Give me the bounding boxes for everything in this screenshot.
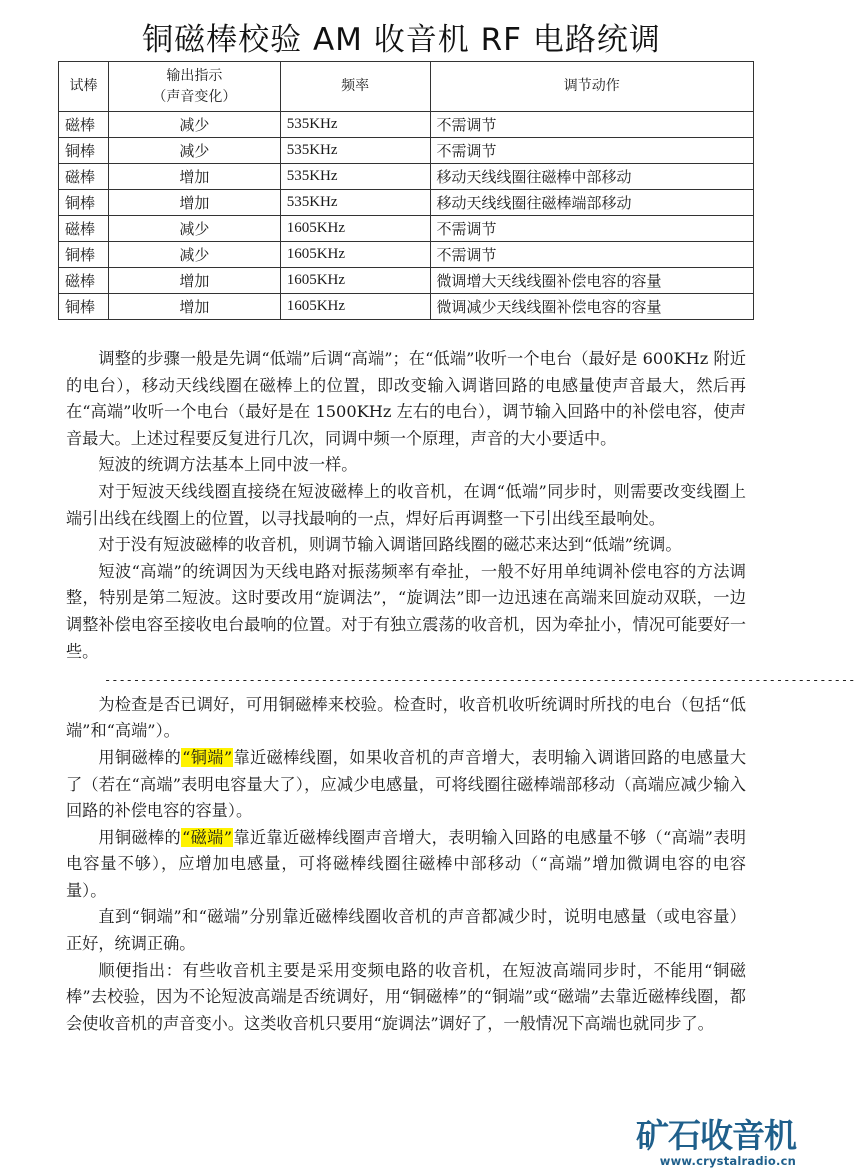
cell-rod: 铜棒 [59,242,109,268]
paragraph-7-post: 靠近磁棒线圈，如果收音机的声音增大，表明输入调谐回路的电感量大了（若在“高端”表明电容量大了），应减少电感量，可将线圈往磁棒端部移动（高端应减少输入回路的补偿电容的容量）。 [66,747,747,821]
body-text [66,346,855,1037]
cell-output: 增加 [108,294,280,320]
cell-rod: 铜棒 [59,294,109,320]
paragraph-10: 顺便指出：有些收音机主要是采用变频电路的收音机，在短波高端同步时，不能用“铜磁棒”去校验，因为不论短波高端是否统调好，用“铜磁棒”的“铜端”或“磁端”去靠近磁棒线圈，都会使收音机的声音变小。这类收音机只要用“旋调法”调好了，一般情况下高端也就同步了。 [66,960,746,1033]
cell-output: 减少 [108,112,280,138]
table-header-row [59,62,754,112]
cell-rod: 磁棒 [59,112,109,138]
cell-rod: 磁棒 [59,216,109,242]
paragraph-5: 短波“高端”的统调因为天线电路对振荡频率有牵扯，一般不好用单纯调补偿电容的方法调整，特别是第二短波。这时要改用“旋调法”，“旋调法”即一边迅速在高端来回旋动双联，一边调整补偿电容至接收电台最响的位置。对于有独立震荡的收音机，因为牵扯小，情况可能要好一些。 [66,561,746,661]
paragraph-2: 短波的统调方法基本上同中波一样。 [98,455,358,475]
paragraph-4: 对于没有短波磁棒的收音机，则调节输入调谐回路线圈的磁芯来达到“低端”统调。 [98,535,682,555]
cell-frequency: 535KHz [280,164,430,190]
cell-rod: 磁棒 [59,164,109,190]
paragraph-1: 调整的步骤一般是先调“低端”后调“高端”；在“低端”收听一个电台（最好是 600KHz 附近的电台），移动天线线圈在磁棒上的位置，即改变输入调谐回路的电感量使声音最大，然后再在“高端”收听一个电台（最好是在 1500KHz 左右的电台），调节输入回路中的补偿电容，使声音最大。上述过程要反复进行几次，同调中频一个原理，声音的大小要适中。 [66,349,746,448]
cell-frequency: 1605KHz [280,268,430,294]
header-output-line2: （声音变化） [152,88,237,105]
tuning-table [58,61,754,320]
cell-action: 移动天线线圈往磁棒端部移动 [430,190,753,216]
cell-action: 不需调节 [430,112,753,138]
paragraph-7-pre: 用铜磁棒的 [98,747,182,767]
cell-rod: 铜棒 [59,190,109,216]
page-title: 铜磁棒校验 AM 收音机 RF 电路统调 [142,22,661,58]
cell-output: 减少 [108,216,280,242]
logo-url: www.crystalradio.cn [659,1154,796,1168]
table-row [59,242,754,268]
cell-frequency: 535KHz [280,138,430,164]
paragraph-8 [66,825,746,905]
cell-action: 微调增大天线线圈补偿电容的容量 [430,268,753,294]
table-row [59,216,754,242]
cell-frequency: 1605KHz [280,216,430,242]
cell-rod: 磁棒 [59,268,109,294]
paragraph-7 [66,745,746,825]
header-action: 调节动作 [430,62,753,112]
paragraph-8-pre: 用铜磁棒的 [98,827,182,847]
header-rod: 试棒 [59,62,109,112]
cell-rod: 铜棒 [59,138,109,164]
paragraph-3: 对于短波天线线圈直接绕在短波磁棒上的收音机，在调“低端”同步时，则需要改变线圈上端引出线在线圈上的位置，以寻找最响的一点，焊好后再调整一下引出线至最响处。 [66,481,746,528]
cell-action: 移动天线线圈往磁棒中部移动 [430,164,753,190]
header-output [108,62,280,112]
header-output-line1: 输出指示 [166,67,223,84]
cell-output: 增加 [108,190,280,216]
cell-output: 减少 [108,242,280,268]
table-row [59,164,754,190]
table-row [59,268,754,294]
cell-frequency: 1605KHz [280,242,430,268]
table-row [59,112,754,138]
cell-frequency: 1605KHz [280,294,430,320]
cell-action: 不需调节 [430,138,753,164]
cell-output: 增加 [108,164,280,190]
table-row [59,138,754,164]
logo-text: 矿石收音机 [636,1116,796,1155]
table-row [59,190,754,216]
cell-action: 不需调节 [430,216,753,242]
cell-frequency: 535KHz [280,190,430,216]
cell-output: 减少 [108,138,280,164]
cell-output: 增加 [108,268,280,294]
paragraph-9: 直到“铜端”和“磁端”分别靠近磁棒线圈收音机的声音都减少时，说明电感量（或电容量）正好，统调正确。 [66,907,746,954]
highlight-copper-end: “铜端” [182,747,233,767]
cell-action: 不需调节 [430,242,753,268]
site-logo [626,1118,796,1168]
table-row [59,294,754,320]
dashed-divider: -------------------------------------------------------------------------------------------------------- [104,673,855,688]
paragraph-8-post: 靠近靠近磁棒线圈声音增大，表明输入回路的电感量不够（“高端”表明电容量不够），应增加电感量，可将磁棒线圈往磁棒中部移动（“高端”增加微调电容的电容量）。 [66,827,746,900]
cell-action: 微调减少天线线圈补偿电容的容量 [430,294,753,320]
highlight-magnetic-end: “磁端” [182,827,232,847]
header-frequency: 频率 [280,62,430,112]
cell-frequency: 535KHz [280,112,430,138]
paragraph-6: 为检查是否已调好，可用铜磁棒来校验。检查时，收音机收听统调时所找的电台（包括“低端”和“高端”）。 [66,694,746,741]
